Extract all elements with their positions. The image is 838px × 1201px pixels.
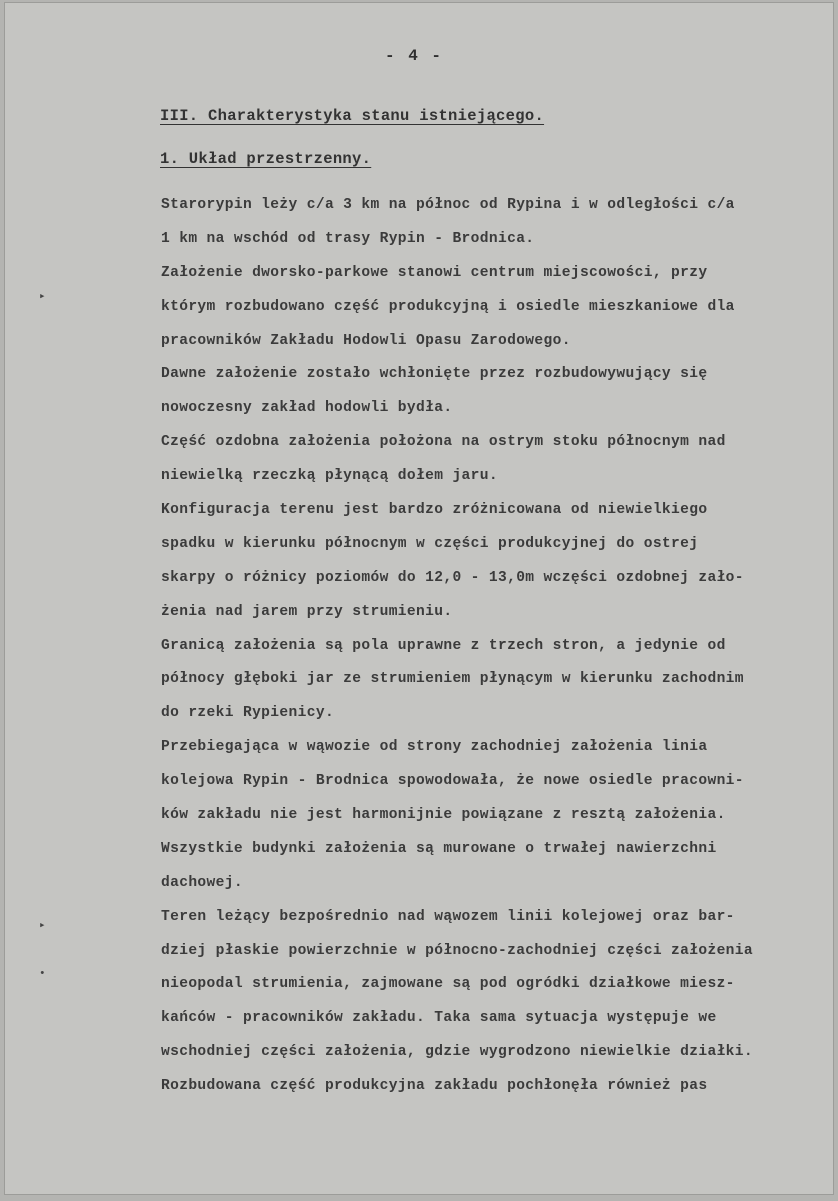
text-line: nowoczesny zakład hodowli bydła.: [161, 400, 453, 417]
page-number: - 4 -: [385, 47, 444, 65]
text-line: pracowników Zakładu Hodowli Opasu Zarodowego.: [161, 332, 571, 349]
text-line: Teren leżący bezpośrednio nad wąwozem linii kolejowej oraz bar-: [161, 908, 735, 925]
text-line: Założenie dworsko-parkowe stanowi centrum miejscowości, przy: [161, 264, 708, 281]
text-line: Konfiguracja terenu jest bardzo zróżnicowana od niewielkiego: [161, 502, 708, 519]
subsection-heading: 1. Układ przestrzenny.: [160, 150, 372, 168]
text-line: 1 km na wschód od trasy Rypin - Brodnica.: [161, 230, 535, 247]
margin-mark: ▸: [39, 920, 46, 932]
text-line: Granicą założenia są pola uprawne z trzech stron, a jedynie od: [161, 637, 726, 654]
text-line: którym rozbudowano część produkcyjną i osiedle mieszkaniowe dla: [161, 298, 735, 315]
text-line: dziej płaskie powierzchnie w północno-zachodniej części założenia: [161, 942, 753, 959]
section-heading: III. Charakterystyka stanu istniejącego.: [160, 107, 545, 125]
text-line: Część ozdobna założenia położona na ostrym stoku północnym nad: [161, 434, 726, 451]
text-line: niewielką rzeczką płynącą dołem jaru.: [161, 468, 498, 485]
text-line: Starorypin leży c/a 3 km na północ od Rypina i w odległości c/a: [161, 197, 735, 213]
text-line: Przebiegająca w wąwozie od strony zachodniej założenia linia: [161, 739, 708, 756]
text-line: ków zakładu nie jest harmonijnie powiązane z resztą założenia.: [161, 807, 726, 824]
text-line: Rozbudowana część produkcyjna zakładu pochłonęła również pas: [161, 1078, 708, 1095]
text-line: spadku w kierunku północnym w części produkcyjnej do ostrej: [161, 535, 699, 552]
text-line: nieopodal strumienia, zajmowane są pod ogródki działkowe miesz-: [161, 976, 735, 993]
document-page: [4, 2, 834, 1195]
text-line: skarpy o różnicy poziomów do 12,0 - 13,0m wczęści ozdobnej zało-: [161, 569, 744, 586]
margin-mark: •: [39, 968, 46, 980]
text-line: kolejowa Rypin - Brodnica spowodowała, że nowe osiedle pracowni-: [161, 773, 744, 790]
text-line: Dawne założenie zostało wchłonięte przez rozbudowywujący się: [161, 366, 708, 383]
text-line: żenia nad jarem przy strumieniu.: [161, 603, 453, 620]
text-line: do rzeki Rypienicy.: [161, 705, 335, 722]
text-line: dachowej.: [161, 874, 243, 891]
text-line: kańców - pracowników zakładu. Taka sama sytuacja występuje we: [161, 1010, 717, 1027]
text-line: północy głęboki jar ze strumieniem płynącym w kierunku zachodnim: [161, 671, 744, 688]
text-line: wschodniej części założenia, gdzie wygrodzono niewielkie działki.: [161, 1044, 753, 1061]
margin-mark: ▸: [39, 291, 46, 303]
text-line: Wszystkie budynki założenia są murowane o trwałej nawierzchni: [161, 840, 717, 857]
body-text: [161, 193, 829, 1108]
